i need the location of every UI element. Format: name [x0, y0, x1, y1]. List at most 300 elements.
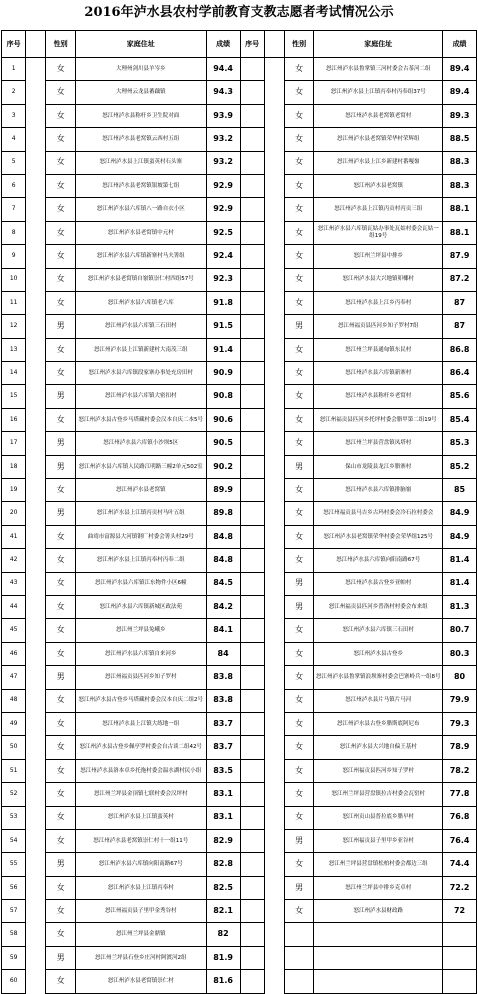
- cell-seq: 46: [2, 642, 26, 665]
- cell-gender-right: 女: [284, 502, 314, 525]
- cell-score-right: 74.4: [443, 853, 477, 876]
- cell-address: 怒江州泸水县老窝镇云西村五组: [75, 128, 206, 151]
- cell-score-right: 72.2: [443, 876, 477, 899]
- cell-blank: [26, 408, 46, 431]
- cell-blank-right: [264, 104, 284, 127]
- table-row: [2, 174, 477, 197]
- table-row: [2, 455, 477, 478]
- cell-score: 84.8: [206, 525, 240, 548]
- cell-address: 怒江州泸水县六库镇自来河乡: [75, 642, 206, 665]
- cell-address: 怒江州泸水县六库镇三石田村: [75, 315, 206, 338]
- cell-address: 怒江州泸水县上江镇蛮英村石头寨: [75, 151, 206, 174]
- cell-seq-right: [240, 291, 264, 314]
- cell-blank-right: [264, 595, 284, 618]
- header-score-right: 成绩: [443, 31, 477, 58]
- cell-seq-right: [240, 549, 264, 572]
- cell-seq-right: [240, 362, 264, 385]
- cell-gender: 男: [46, 315, 76, 338]
- cell-address: 怒江州兰坪县金鼎镇: [75, 923, 206, 946]
- cell-address: 怒江州福贡县匹河乡知子罗村: [75, 666, 206, 689]
- cell-gender-right: 女: [284, 81, 314, 104]
- cell-seq-right: [240, 174, 264, 197]
- table-row: [2, 385, 477, 408]
- cell-address-right: 怒江州泸水县古登乡亚帕村: [314, 572, 443, 595]
- cell-address-right: [314, 970, 443, 993]
- cell-blank-right: [264, 455, 284, 478]
- table-row: [2, 712, 477, 735]
- cell-seq: 17: [2, 432, 26, 455]
- cell-address: 怒江州泸水县上江镇大练地一组: [75, 712, 206, 735]
- table-row: [2, 946, 477, 969]
- cell-gender: 女: [46, 362, 76, 385]
- cell-blank-right: [264, 783, 284, 806]
- cell-score-right: 87.9: [443, 245, 477, 268]
- cell-score-right: 81.4: [443, 572, 477, 595]
- cell-blank: [26, 642, 46, 665]
- cell-seq-right: [240, 432, 264, 455]
- cell-blank-right: [264, 619, 284, 642]
- cell-address: 怒江州泸水县古登乡马塔藏村委会汉本自庆二本5号: [75, 408, 206, 431]
- cell-gender: 女: [46, 104, 76, 127]
- cell-seq: 15: [2, 385, 26, 408]
- table-row: [2, 58, 477, 81]
- cell-seq-right: [240, 736, 264, 759]
- cell-score: 81.6: [206, 970, 240, 993]
- table-row: [2, 806, 477, 829]
- cell-gender-right: 女: [284, 151, 314, 174]
- table-row: [2, 549, 477, 572]
- cell-address: 怒江州泸水县六库镇段家寨办事处充房田村: [75, 362, 206, 385]
- cell-address: 怒江州泸水县六库镇江东物件小区6幢: [75, 572, 206, 595]
- cell-blank: [26, 666, 46, 689]
- cell-address-right: 怒江州泸水县老窝镇: [314, 174, 443, 197]
- cell-gender-right: 女: [284, 666, 314, 689]
- cell-seq-right: [240, 853, 264, 876]
- cell-blank-right: [264, 268, 284, 291]
- cell-seq-right: [240, 595, 264, 618]
- cell-score-right: 79.9: [443, 689, 477, 712]
- cell-seq: 53: [2, 806, 26, 829]
- cell-gender-right: 女: [284, 291, 314, 314]
- cell-seq: 16: [2, 408, 26, 431]
- cell-seq-right: [240, 689, 264, 712]
- cell-score: 91.5: [206, 315, 240, 338]
- cell-seq: 59: [2, 946, 26, 969]
- cell-score-right: 87: [443, 315, 477, 338]
- table-row: [2, 479, 477, 502]
- cell-gender-right: 女: [284, 549, 314, 572]
- header-seq: 序号: [2, 31, 26, 58]
- cell-score-right: 85.4: [443, 408, 477, 431]
- cell-blank: [26, 432, 46, 455]
- cell-score: 84.5: [206, 572, 240, 595]
- cell-score: 82.1: [206, 900, 240, 923]
- cell-score: 84.2: [206, 595, 240, 618]
- cell-address: 怒江州泸水县上江镇丙贡村马叶五组: [75, 502, 206, 525]
- cell-blank: [26, 806, 46, 829]
- header-address: 家庭住址: [75, 31, 206, 58]
- cell-score-right: [443, 970, 477, 993]
- cell-blank-right: [264, 245, 284, 268]
- cell-gender-right: 男: [284, 595, 314, 618]
- cell-address: 怒江州泸水县老窝镇: [75, 479, 206, 502]
- cell-gender-right: 女: [284, 479, 314, 502]
- cell-blank-right: [264, 408, 284, 431]
- cell-seq-right: [240, 876, 264, 899]
- cell-address-right: 怒江州泸水县上江乡丙奉村: [314, 291, 443, 314]
- cell-score: 82: [206, 923, 240, 946]
- cell-address-right: [314, 946, 443, 969]
- cell-blank-right: [264, 525, 284, 548]
- cell-score-right: 89.4: [443, 81, 477, 104]
- cell-gender-right: 女: [284, 712, 314, 735]
- cell-gender: 女: [46, 291, 76, 314]
- table-row: [2, 408, 477, 431]
- cell-address-right: 怒江州泸水县大兴地自偏王基村: [314, 736, 443, 759]
- cell-address-right: 怒江州福贡县匹河乡知子罗村: [314, 759, 443, 782]
- cell-blank: [26, 315, 46, 338]
- cell-seq: 18: [2, 455, 26, 478]
- cell-gender: 女: [46, 689, 76, 712]
- table-row: [2, 362, 477, 385]
- cell-score: 90.8: [206, 385, 240, 408]
- results-table: [1, 30, 477, 994]
- cell-address-right: 怒江州泸水县六库镇新寨村: [314, 362, 443, 385]
- cell-gender-right: 女: [284, 58, 314, 81]
- cell-address: 怒江州泸水县六库镇大密扣村: [75, 385, 206, 408]
- cell-blank-right: [264, 151, 284, 174]
- cell-gender: 女: [46, 245, 76, 268]
- cell-address-right: 怒江州泸水县鲁掌镇浪坝寨村委会巴寨岭兵一组8号: [314, 666, 443, 689]
- cell-gender-right: 女: [284, 853, 314, 876]
- cell-address: 怒江州泸水县上江镇新建村大南茂三组: [75, 338, 206, 361]
- cell-seq-right: [240, 900, 264, 923]
- cell-score-right: 79.3: [443, 712, 477, 735]
- cell-blank: [26, 923, 46, 946]
- cell-address: 怒江州兰坪县金顶镇七联村委会汉坪村: [75, 783, 206, 806]
- cell-address-right: 怒江州泸水县上江镇丙贡村丙贡三组: [314, 198, 443, 221]
- cell-seq: 1: [2, 58, 26, 81]
- cell-address-right: 怒江州泸水县老窝镇老窝村: [314, 104, 443, 127]
- cell-score: 82.9: [206, 829, 240, 852]
- cell-address: 怒江州泸水县上江镇丙奉村丙奉二组: [75, 549, 206, 572]
- header-blank: [26, 31, 46, 58]
- cell-score: 92.9: [206, 174, 240, 197]
- cell-address: 怒江州泸水县六库镇老六库: [75, 291, 206, 314]
- cell-gender: 女: [46, 128, 76, 151]
- table-row: [2, 104, 477, 127]
- table-row: [2, 525, 477, 548]
- cell-seq-right: [240, 198, 264, 221]
- cell-address: 怒江州泸水县老窝镇崇仁村十一组11号: [75, 829, 206, 852]
- cell-score: 92.3: [206, 268, 240, 291]
- cell-blank: [26, 900, 46, 923]
- cell-score-right: 76.4: [443, 829, 477, 852]
- cell-seq: 43: [2, 572, 26, 595]
- cell-gender-right: 女: [284, 689, 314, 712]
- cell-blank: [26, 502, 46, 525]
- cell-address-right: 怒江州兰坪县营盘镇凤塔村: [314, 432, 443, 455]
- cell-gender: 女: [46, 619, 76, 642]
- cell-blank: [26, 946, 46, 969]
- cell-score-right: 85.2: [443, 455, 477, 478]
- header-seq-right: 序号: [240, 31, 264, 58]
- cell-blank-right: [264, 432, 284, 455]
- cell-seq-right: [240, 946, 264, 969]
- cell-score: 84.1: [206, 619, 240, 642]
- cell-score-right: 84.9: [443, 525, 477, 548]
- cell-score: 90.2: [206, 455, 240, 478]
- cell-score: 93.9: [206, 104, 240, 127]
- cell-blank-right: [264, 666, 284, 689]
- cell-blank: [26, 362, 46, 385]
- table-row: [2, 572, 477, 595]
- cell-blank-right: [264, 198, 284, 221]
- table-row: [2, 338, 477, 361]
- cell-blank: [26, 128, 46, 151]
- cell-gender: 女: [46, 221, 76, 244]
- cell-score-right: 86.8: [443, 338, 477, 361]
- cell-gender: 女: [46, 712, 76, 735]
- cell-blank: [26, 198, 46, 221]
- cell-gender: 男: [46, 946, 76, 969]
- cell-address: 曲靖市富源县大河镇钢厂村委会箐头村29号: [75, 525, 206, 548]
- table-row: [2, 315, 477, 338]
- cell-score: 90.5: [206, 432, 240, 455]
- cell-gender-right: 女: [284, 338, 314, 361]
- cell-score: 89.8: [206, 502, 240, 525]
- cell-address: 怒江州泸水县老窝镇自嶺镇崇仁村四组57号: [75, 268, 206, 291]
- cell-address: 怒江州泸水县六库镇八一路自衣小区: [75, 198, 206, 221]
- cell-address: 怒江州泸水县上江镇丙奉村: [75, 876, 206, 899]
- cell-blank: [26, 595, 46, 618]
- cell-gender-right: 女: [284, 245, 314, 268]
- cell-address: 怒江州泸水县老窝镇中元村: [75, 221, 206, 244]
- table-row: [2, 783, 477, 806]
- cell-gender-right: [284, 970, 314, 993]
- table-row: [2, 689, 477, 712]
- cell-seq-right: [240, 502, 264, 525]
- cell-seq-right: [240, 806, 264, 829]
- cell-seq-right: [240, 338, 264, 361]
- cell-blank: [26, 853, 46, 876]
- cell-seq: 9: [2, 245, 26, 268]
- table-row: [2, 876, 477, 899]
- cell-score-right: 84.9: [443, 502, 477, 525]
- cell-blank: [26, 385, 46, 408]
- cell-address-right: 怒江州兰坪县营盘镇松柏村委会都边三组: [314, 853, 443, 876]
- cell-score: 82.5: [206, 876, 240, 899]
- cell-blank-right: [264, 572, 284, 595]
- cell-address-right: 怒江州泸水县古登乡腊斯底阿尼布: [314, 712, 443, 735]
- cell-address-right: 怒江州兰坪县中排乡: [314, 245, 443, 268]
- cell-score-right: 80.7: [443, 619, 477, 642]
- cell-score: 84: [206, 642, 240, 665]
- cell-blank: [26, 479, 46, 502]
- table-row: [2, 432, 477, 455]
- cell-seq-right: [240, 268, 264, 291]
- cell-seq: 49: [2, 712, 26, 735]
- cell-score-right: 88.1: [443, 198, 477, 221]
- cell-seq-right: [240, 58, 264, 81]
- cell-score-right: 87: [443, 291, 477, 314]
- cell-gender-right: 女: [284, 759, 314, 782]
- cell-address-right: 怒江州泸水县片马镇片马河: [314, 689, 443, 712]
- cell-address-right: 怒江州福贡县匹河乡知子罗村7组: [314, 315, 443, 338]
- cell-blank: [26, 58, 46, 81]
- cell-seq: 50: [2, 736, 26, 759]
- cell-gender: 女: [46, 479, 76, 502]
- cell-seq: 58: [2, 923, 26, 946]
- cell-gender-right: 女: [284, 408, 314, 431]
- cell-address-right: 怒江州泸水县老窝镇荣华村委会荣华组125号: [314, 525, 443, 548]
- cell-gender: 女: [46, 759, 76, 782]
- cell-score-right: 78.9: [443, 736, 477, 759]
- cell-blank: [26, 572, 46, 595]
- cell-seq: 4: [2, 128, 26, 151]
- cell-score-right: 89.4: [443, 58, 477, 81]
- cell-gender: 男: [46, 666, 76, 689]
- table-row: [2, 829, 477, 852]
- cell-score-right: 81.3: [443, 595, 477, 618]
- cell-seq: 2: [2, 81, 26, 104]
- cell-blank-right: [264, 900, 284, 923]
- cell-gender-right: 女: [284, 619, 314, 642]
- cell-address-right: 怒江州福贡县子里甲乡亚谷村: [314, 829, 443, 852]
- cell-score: 83.1: [206, 806, 240, 829]
- cell-score-right: 85.3: [443, 432, 477, 455]
- cell-score: 93.2: [206, 128, 240, 151]
- cell-gender: 女: [46, 174, 76, 197]
- cell-address: 怒江州泸水县上江镇蛮英村: [75, 806, 206, 829]
- cell-gender: 男: [46, 853, 76, 876]
- cell-gender-right: 女: [284, 268, 314, 291]
- cell-seq: 48: [2, 689, 26, 712]
- cell-gender: 女: [46, 268, 76, 291]
- cell-gender-right: 女: [284, 642, 314, 665]
- cell-blank: [26, 151, 46, 174]
- table-row: [2, 736, 477, 759]
- cell-blank-right: [264, 549, 284, 572]
- header-score: 成绩: [206, 31, 240, 58]
- cell-blank-right: [264, 221, 284, 244]
- cell-score: 92.5: [206, 221, 240, 244]
- cell-score-right: 80.3: [443, 642, 477, 665]
- cell-address-right: 怒江州泸水县大兴地镇卯椰村: [314, 268, 443, 291]
- cell-seq-right: [240, 385, 264, 408]
- cell-blank-right: [264, 58, 284, 81]
- cell-gender: 女: [46, 525, 76, 548]
- cell-score: 83.8: [206, 689, 240, 712]
- cell-score: 83.7: [206, 712, 240, 735]
- cell-address: 怒江州泸水县六库镇向阳南路67号: [75, 853, 206, 876]
- cell-blank: [26, 455, 46, 478]
- cell-gender-right: 女: [284, 198, 314, 221]
- cell-blank-right: [264, 315, 284, 338]
- table-row: [2, 923, 477, 946]
- table-row: [2, 970, 477, 993]
- cell-address-right: 怒江州泸水县老窝镇荣华村荣辉组: [314, 128, 443, 151]
- cell-blank: [26, 245, 46, 268]
- cell-seq-right: [240, 221, 264, 244]
- cell-blank-right: [264, 338, 284, 361]
- cell-blank-right: [264, 923, 284, 946]
- header-blank-right: [264, 31, 284, 58]
- cell-address-right: 怒江州兰坪县营盘镇拉吉村委会瓦窑村: [314, 783, 443, 806]
- cell-score-right: 88.5: [443, 128, 477, 151]
- cell-seq: 55: [2, 853, 26, 876]
- cell-blank: [26, 970, 46, 993]
- cell-score: 92.4: [206, 245, 240, 268]
- cell-seq-right: [240, 408, 264, 431]
- table-row: [2, 759, 477, 782]
- cell-seq-right: [240, 315, 264, 338]
- cell-blank: [26, 221, 46, 244]
- cell-address-right: 怒江州泸水县称杆乡老窝村: [314, 385, 443, 408]
- cell-blank-right: [264, 128, 284, 151]
- cell-address-right: 怒江州福贡县匹河乡托坪村委会腊甲第二组19号: [314, 408, 443, 431]
- cell-seq: 60: [2, 970, 26, 993]
- cell-seq: 5: [2, 151, 26, 174]
- cell-seq-right: [240, 104, 264, 127]
- cell-score: 83.5: [206, 759, 240, 782]
- cell-address: 怒江州泸水县六库镇新寨村马夫箐组: [75, 245, 206, 268]
- cell-seq: 42: [2, 549, 26, 572]
- cell-blank: [26, 268, 46, 291]
- cell-address-right: 怒江州贡山县普拉底乡腊早村: [314, 806, 443, 829]
- cell-seq-right: [240, 759, 264, 782]
- cell-blank: [26, 525, 46, 548]
- cell-gender: 女: [46, 806, 76, 829]
- cell-blank: [26, 712, 46, 735]
- cell-blank: [26, 619, 46, 642]
- cell-address: 怒江州泸水县称杆乡卫生院对面: [75, 104, 206, 127]
- cell-seq-right: [240, 81, 264, 104]
- cell-blank: [26, 689, 46, 712]
- table-row: [2, 268, 477, 291]
- cell-address-right: 怒江州泸水县鲁掌镇三河村委会古茶河二组: [314, 58, 443, 81]
- cell-gender-right: 男: [284, 829, 314, 852]
- cell-score-right: 88.3: [443, 151, 477, 174]
- cell-seq: 56: [2, 876, 26, 899]
- cell-blank: [26, 829, 46, 852]
- cell-score-right: 88.3: [443, 174, 477, 197]
- cell-blank: [26, 876, 46, 899]
- cell-gender: 女: [46, 876, 76, 899]
- cell-gender-right: 女: [284, 736, 314, 759]
- cell-seq-right: [240, 783, 264, 806]
- cell-seq-right: [240, 525, 264, 548]
- cell-address: 怒江州泸水县六库镇新城区政法苑: [75, 595, 206, 618]
- cell-blank-right: [264, 853, 284, 876]
- cell-score-right: 77.8: [443, 783, 477, 806]
- cell-address-right: [314, 923, 443, 946]
- cell-score: 89.9: [206, 479, 240, 502]
- cell-seq: 10: [2, 268, 26, 291]
- cell-seq-right: [240, 712, 264, 735]
- cell-blank: [26, 338, 46, 361]
- cell-gender: 女: [46, 81, 76, 104]
- table-row: [2, 221, 477, 244]
- table-row: [2, 666, 477, 689]
- cell-gender: 女: [46, 829, 76, 852]
- cell-blank-right: [264, 502, 284, 525]
- cell-gender: 男: [46, 502, 76, 525]
- cell-seq-right: [240, 479, 264, 502]
- cell-score: 82.8: [206, 853, 240, 876]
- cell-address: 怒江州兰坪县兔峨乡: [75, 619, 206, 642]
- cell-address-right: 怒江州泸水县六库镇三石田村: [314, 619, 443, 642]
